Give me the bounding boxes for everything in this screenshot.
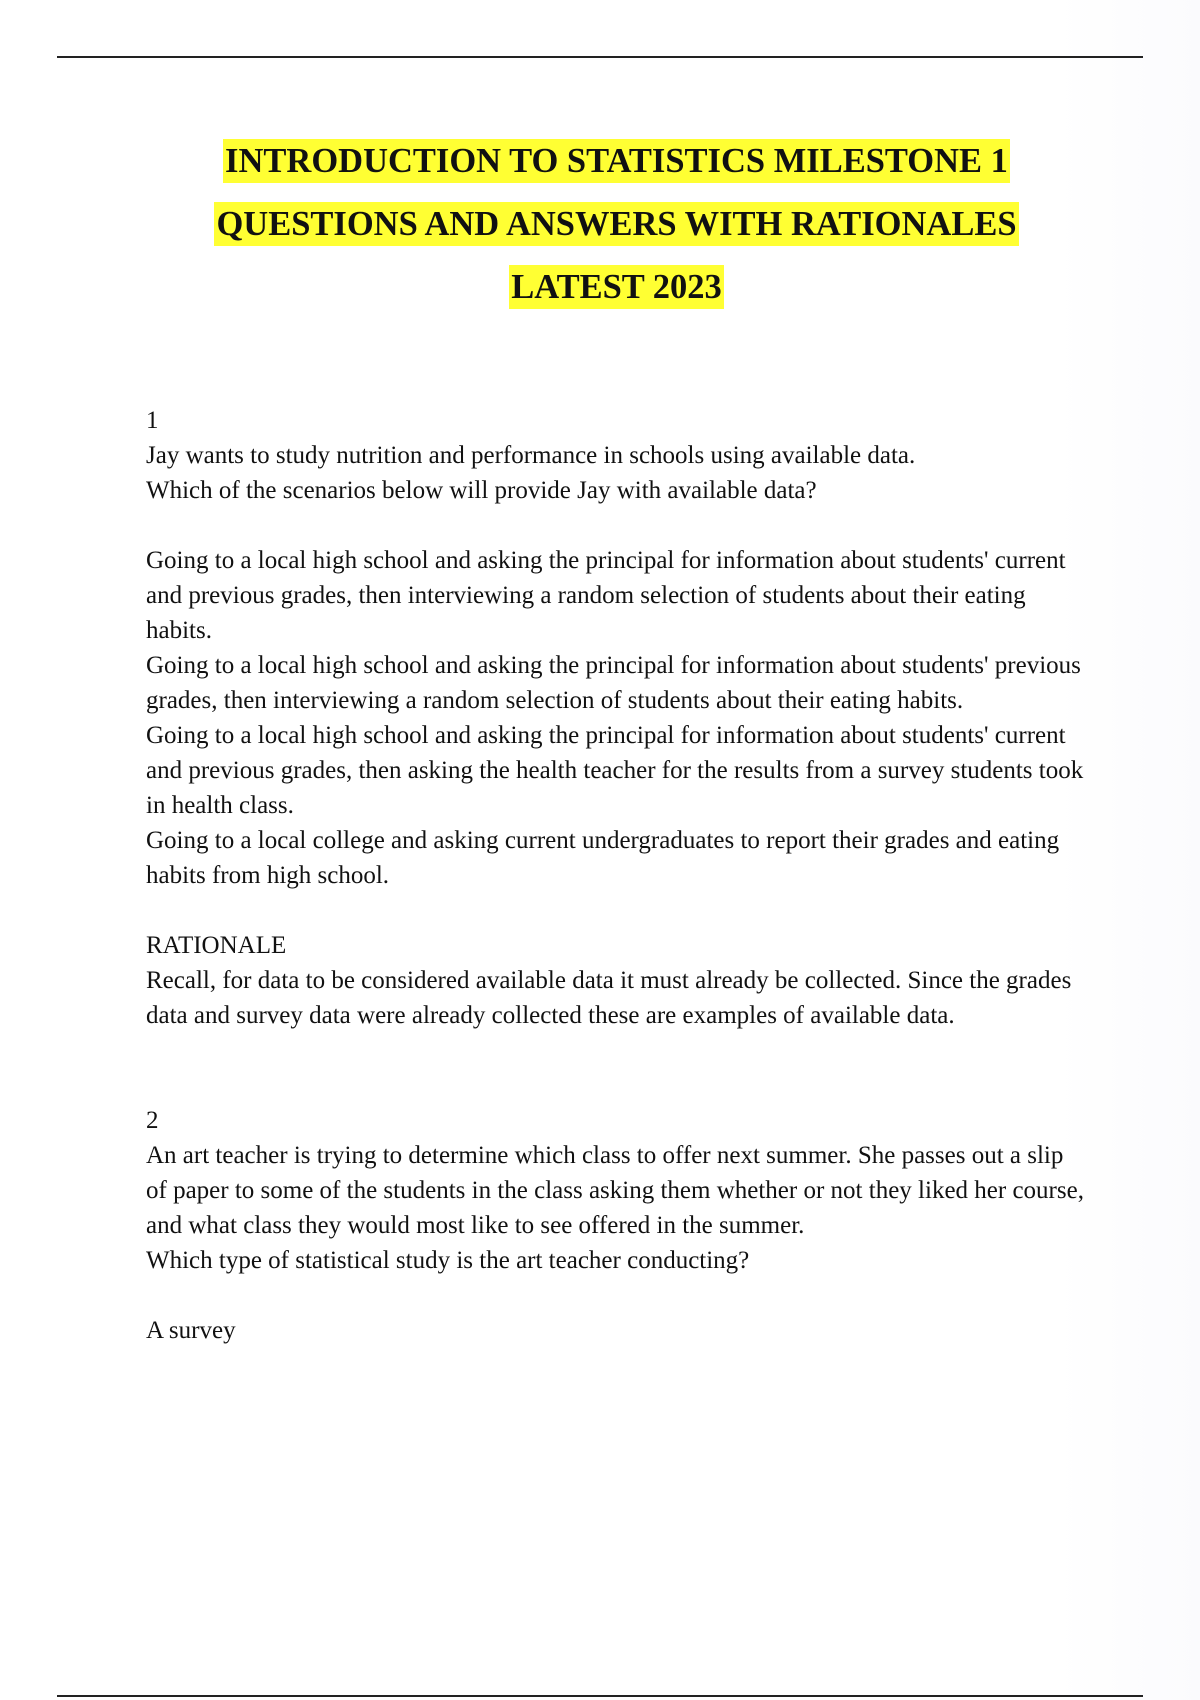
rationale-text: Recall, for data to be considered available data it must already be collected. Since the grades data and survey data were already collected these are examples of available data. — [146, 967, 1072, 1029]
question-number: 1 — [146, 407, 159, 434]
question-number: 2 — [146, 1107, 159, 1134]
question-stem-line-1: Jay wants to study nutrition and performance in schools using available data. — [146, 442, 916, 469]
document-title — [0, 139, 1200, 328]
question-stem-line-2: Which of the scenarios below will provide Jay with available data? — [146, 477, 817, 504]
document-body — [146, 403, 1086, 1348]
title-line-2: QUESTIONS AND ANSWERS WITH RATIONALES — [214, 202, 1018, 246]
title-line-3: LATEST 2023 — [509, 265, 724, 309]
question-stem: An art teacher is trying to determine which class to offer next summer. She passes out a slip of paper to some of the students in the class asking them whether or not they liked her course, and what class they would most like to see offered in the summer. — [146, 1142, 1084, 1239]
answer-text: A survey — [146, 1317, 236, 1344]
question-1 — [146, 403, 1086, 1033]
question-prompt: Which type of statistical study is the art teacher conducting? — [146, 1247, 750, 1274]
top-rule — [57, 56, 1143, 58]
answer-option: Going to a local high school and asking the principal for information about students' previous grades, then interviewing a random selection of students about their eating habits. — [146, 652, 1081, 714]
rationale-label: RATIONALE — [146, 932, 287, 959]
title-line-1: INTRODUCTION TO STATISTICS MILESTONE 1 — [223, 139, 1010, 183]
answer-option: Going to a local high school and asking the principal for information about students' current and previous grades, then asking the health teacher for the results from a survey students took in health class. — [146, 722, 1084, 819]
answer-option: Going to a local college and asking current undergraduates to report their grades and eating habits from high school. — [146, 827, 1060, 889]
answer-option: Going to a local high school and asking the principal for information about students' current and previous grades, then interviewing a random selection of students about their eating habits. — [146, 547, 1066, 644]
question-2 — [146, 1103, 1086, 1348]
bottom-rule — [57, 1695, 1143, 1697]
